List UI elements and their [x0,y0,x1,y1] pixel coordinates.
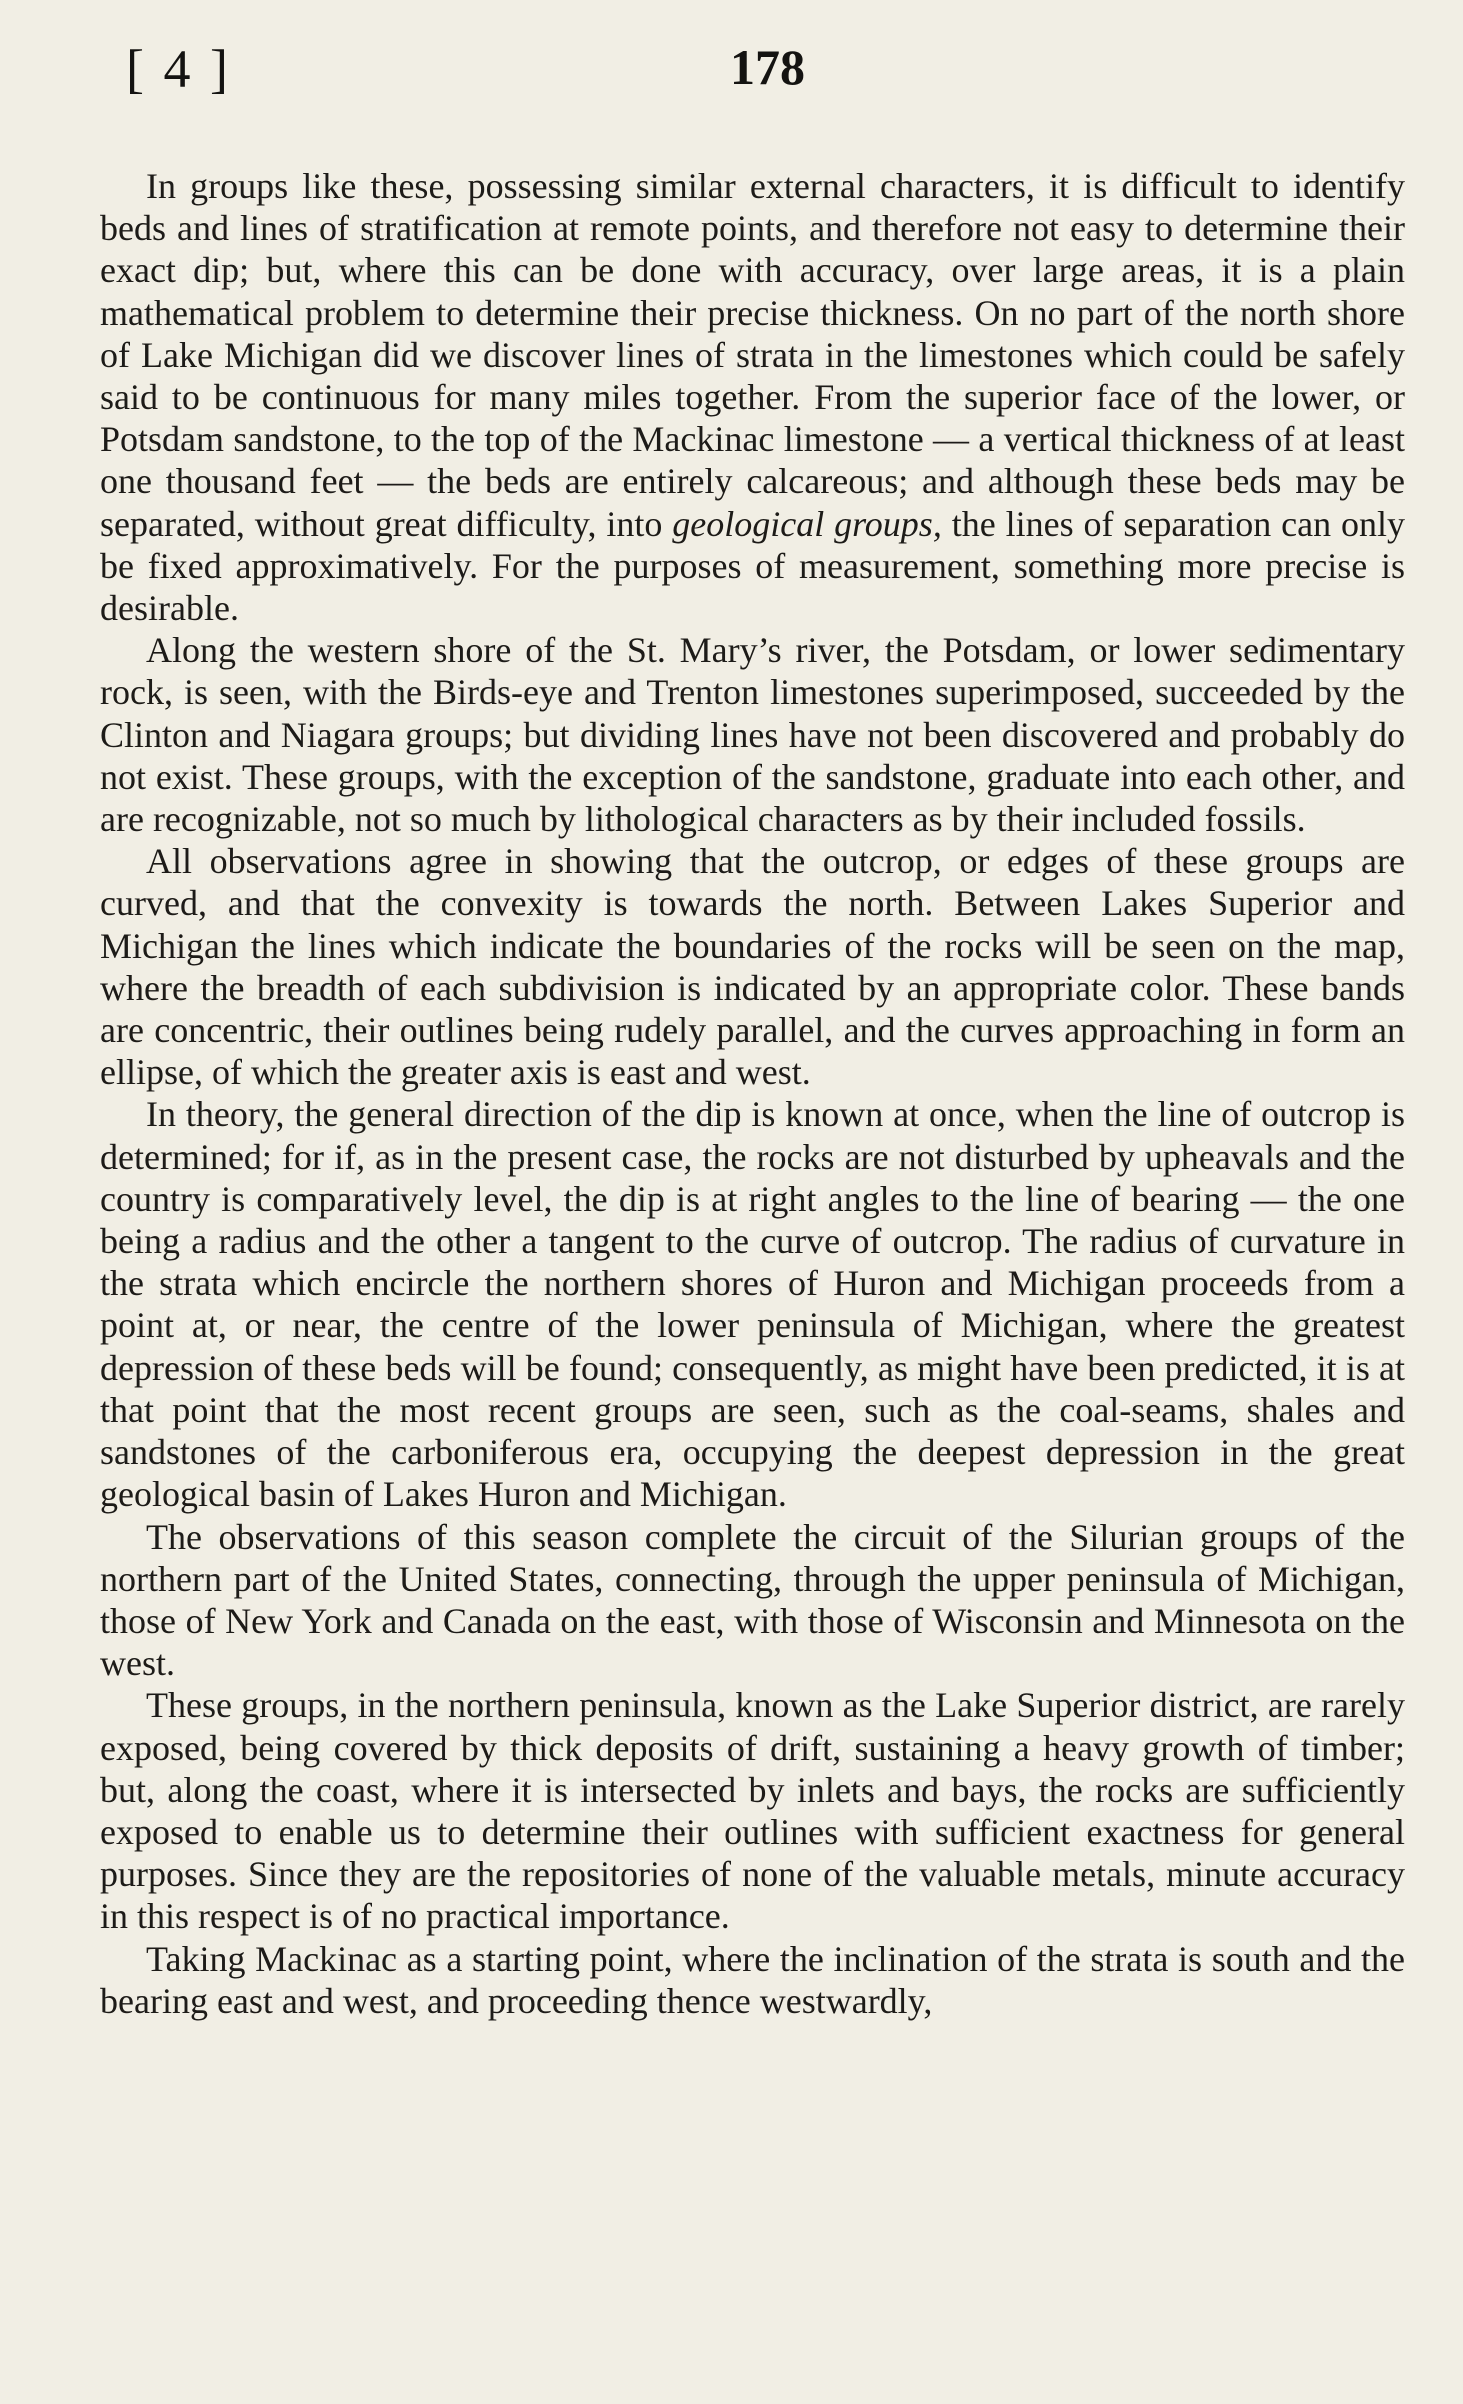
paragraph-2: Along the western shore of the St. Mary’s river, the Potsdam, or lower sedimentary rock, is seen, with the Birds-eye and Trenton limestones superimposed, succeeded by the Clinton and Niagara groups; but dividing lines have not been discovered and probably do not exist. These groups, with the exception of the sandstone, graduate into each other, and are recognizable, not so much by lithological characters as by their included fossils. [100,630,1405,840]
paragraph-text: the lines of separation can only be fixed approximatively. For the purposes of measurement, something more precise is desirable. [100,503,1406,629]
body-text [100,165,1405,2022]
paragraph-1 [100,165,1405,629]
paragraph-text: In groups like these, possessing similar external characters, it is difficult to identify beds and lines of stratification at remote points, and therefore not easy to determine their exact dip; but, where this can be done with accuracy, over large areas, it is a plain mathematical problem to determine their precise thickness. On no part of the north shore of Lake Michigan did we discover lines of strata in the limestones which could be safely said to be continuous for many miles together. From the superior face of the lower, or Potsdam sandstone, to the top of the Mackinac limestone — a vertical thickness of at least one thousand feet — the beds are entirely calcareous; and although these beds may be separated, without great difficulty, into [100,166,1405,544]
paragraph-7: Taking Mackinac as a starting point, where the inclination of the strata is south and the bearing east and west, and proceeding thence westwardly, [100,1938,1405,2021]
paragraph-6: These groups, in the northern peninsula, known as the Lake Superior district, are rarely exposed, being covered by thick deposits of drift, sustaining a heavy growth of timber; but, along the coast, where it is intersected by inlets and bays, the rocks are sufficiently exposed to enable us to determine their outlines with sufficient exactness for general purposes. Since they are the repositories of none of the valuable metals, minute accuracy in this respect is of no practical importance. [100,1685,1405,1937]
page-number: 178 [730,39,805,95]
paragraph-4: In theory, the general direction of the dip is known at once, when the line of outcrop is determined; for if, as in the present case, the rocks are not disturbed by upheavals and the country is comparatively level, the dip is at right angles to the line of bearing — the one being a radius and the other a tangent to the curve of outcrop. The radius of curvature in the strata which encircle the northern shores of Huron and Michigan proceeds from a point at, or near, the centre of the lower peninsula of Michigan, where the greatest depression of these beds will be found; consequently, as might have been predicted, it is at that point that the most recent groups are seen, such as the coal-seams, shales and sandstones of the carboniferous era, occupying the deepest depression in the great geological basin of Lakes Huron and Michigan. [100,1094,1405,1515]
signature-mark: [ 4 ] [126,39,231,99]
paragraph-5: The observations of this season complete the circuit of the Silurian groups of the northern part of the United States, connecting, through the upper peninsula of Michigan, those of New York and Canada on the east, with those of Wisconsin and Minnesota on the west. [100,1516,1405,1684]
page-header [0,39,1463,112]
italic-phrase: geological groups, [672,503,942,544]
paragraph-3: All observations agree in showing that the outcrop, or edges of these groups are curved, and that the convexity is towards the north. Between Lakes Superior and Michigan the lines which indicate the boundaries of the rocks will be seen on the map, where the breadth of each subdivision is indicated by an appropriate color. These bands are concentric, their outlines being rudely parallel, and the curves approaching in form an ellipse, of which the greater axis is east and west. [100,841,1405,1093]
